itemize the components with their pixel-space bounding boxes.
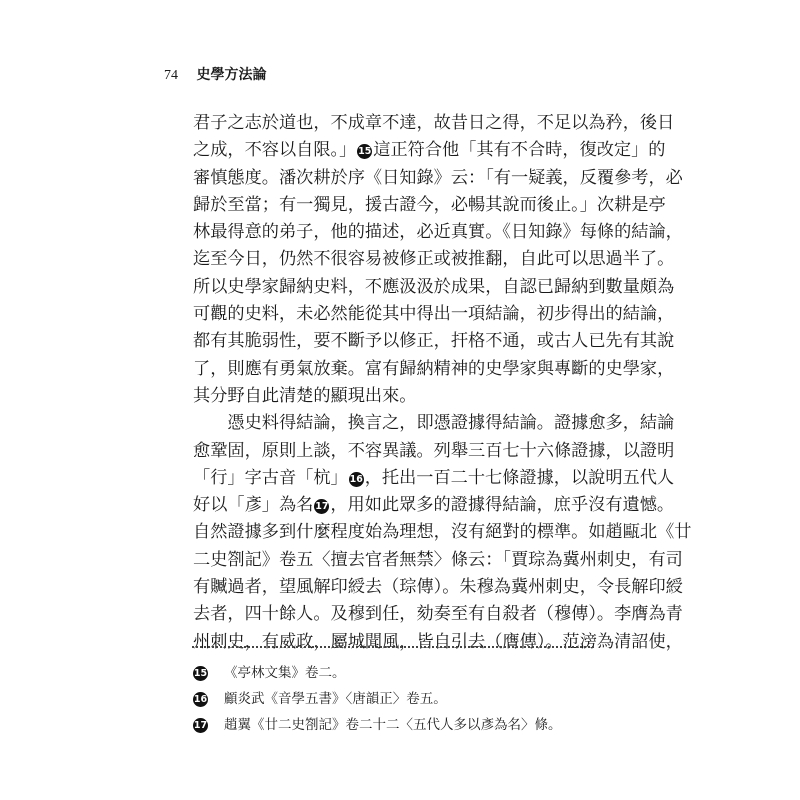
text-run: 君子之志於道也，不成章不達，故昔日之得，不足以為矜，後日 <box>193 113 675 133</box>
text-line <box>193 356 675 383</box>
text-run: 憑史料得結論，換言之，即憑證據得結論。證據愈多，結論 <box>193 413 675 434</box>
text-run: 迄至今日，仍然不很容易被修正或被推翻，自此可以思過半了。 <box>193 249 675 270</box>
text-run: 好以「彥」為名 <box>193 495 314 516</box>
footnote-number: 17 <box>193 720 208 731</box>
text-line <box>193 601 683 628</box>
text-line <box>193 438 675 465</box>
text-line <box>193 574 683 601</box>
text-run: 愈鞏固，原則上談，不容異議。列舉三百七十六條證據，以證明 <box>193 440 675 461</box>
text-line <box>193 410 675 437</box>
text-line <box>193 547 683 574</box>
text-run: 之成，不容以自限。」 <box>193 140 357 161</box>
text-run: ，用如此眾多的證據得結論，庶乎沒有遺憾。 <box>330 495 675 516</box>
running-head <box>164 64 266 84</box>
body-text <box>193 110 692 656</box>
footnote <box>192 686 612 712</box>
book-title: 史學方法論 <box>196 67 267 83</box>
text-run: 審慎態度。潘次耕於序《日知錄》云：「有一疑義，反覆參考，必 <box>193 167 683 188</box>
page-number: 74 <box>164 68 178 83</box>
text-run: 可觀的史料，未必然能從其中得出一項結論，初步得出的結論， <box>193 304 675 325</box>
text-line <box>193 110 675 137</box>
text-line <box>193 519 692 546</box>
text-line <box>193 465 675 492</box>
text-run: 有贓過者，望風解印綬去（琮傳）。朱穆為冀州刺史，令長解印綬 <box>193 577 683 598</box>
text-line <box>193 137 666 164</box>
text-line <box>193 165 683 192</box>
text-run: 了，則應有勇氣放棄。富有歸納精神的史學家與專斷的史學家， <box>193 358 675 379</box>
footnote <box>192 712 612 738</box>
text-run: 都有其脆弱性，要不斷予以修正，扞格不通，或古人已先有其說 <box>193 331 675 352</box>
text-run: 其分野自此清楚的顯現出來。 <box>193 385 417 406</box>
text-run: 去者，四十餘人。及穆到任，劾奏至有自殺者（穆傳）。李膺為青 <box>193 604 683 625</box>
text-line <box>193 246 675 273</box>
footnotes <box>192 660 612 738</box>
text-line <box>193 492 675 519</box>
text-line <box>193 629 683 656</box>
footnote-marker[interactable]: 15 <box>358 146 372 158</box>
text-line <box>193 383 613 410</box>
text-run: 「行」字古音「杭」 <box>193 467 348 488</box>
text-run: 歸於至當；有一獨見，援古證今，必暢其說而後止。」次耕是亭 <box>193 194 666 215</box>
footnote-number: 15 <box>193 668 208 679</box>
footnote-marker[interactable]: 17 <box>315 501 329 513</box>
text-line <box>193 328 675 355</box>
text-run: 林最得意的弟子，他的描述，必近真實。《日知錄》每條的結論， <box>193 222 683 243</box>
text-run: 州刺史，有威政，屬城聞風，皆自引去（膺傳）。范滂為清詔使， <box>193 631 683 652</box>
footnote-marker[interactable]: 16 <box>349 473 363 485</box>
footnote-divider <box>192 646 594 648</box>
text-run: ，托出一百二十七條證據，以說明五代人 <box>364 467 675 488</box>
text-line <box>193 301 675 328</box>
text-run: 二史劄記》卷五〈擅去官者無禁〉條云：「賈琮為冀州刺史，有司 <box>193 549 683 570</box>
text-run: 所以史學家歸納史料，不應汲汲於成果，自認已歸納到數量頗為 <box>193 276 675 297</box>
footnote-number: 16 <box>193 694 208 705</box>
text-run: 自然證據多到什麼程度始為理想，沒有絕對的標準。如趙甌北《廿 <box>193 522 692 543</box>
text-line <box>193 274 675 301</box>
text-line <box>193 192 666 219</box>
footnote-text: 趙翼《廿二史劄記》卷二十二〈五代人多以彥為名〉條。 <box>224 717 562 733</box>
text-line <box>193 219 683 246</box>
footnote-text: 《亭林文集》卷二。 <box>224 665 346 681</box>
footnote-text: 顧炎武《音學五書》〈唐韻正〉卷五。 <box>224 691 447 707</box>
footnote <box>192 660 612 686</box>
text-run: 這正符合他「其有不合時，復改定」的 <box>373 140 666 161</box>
